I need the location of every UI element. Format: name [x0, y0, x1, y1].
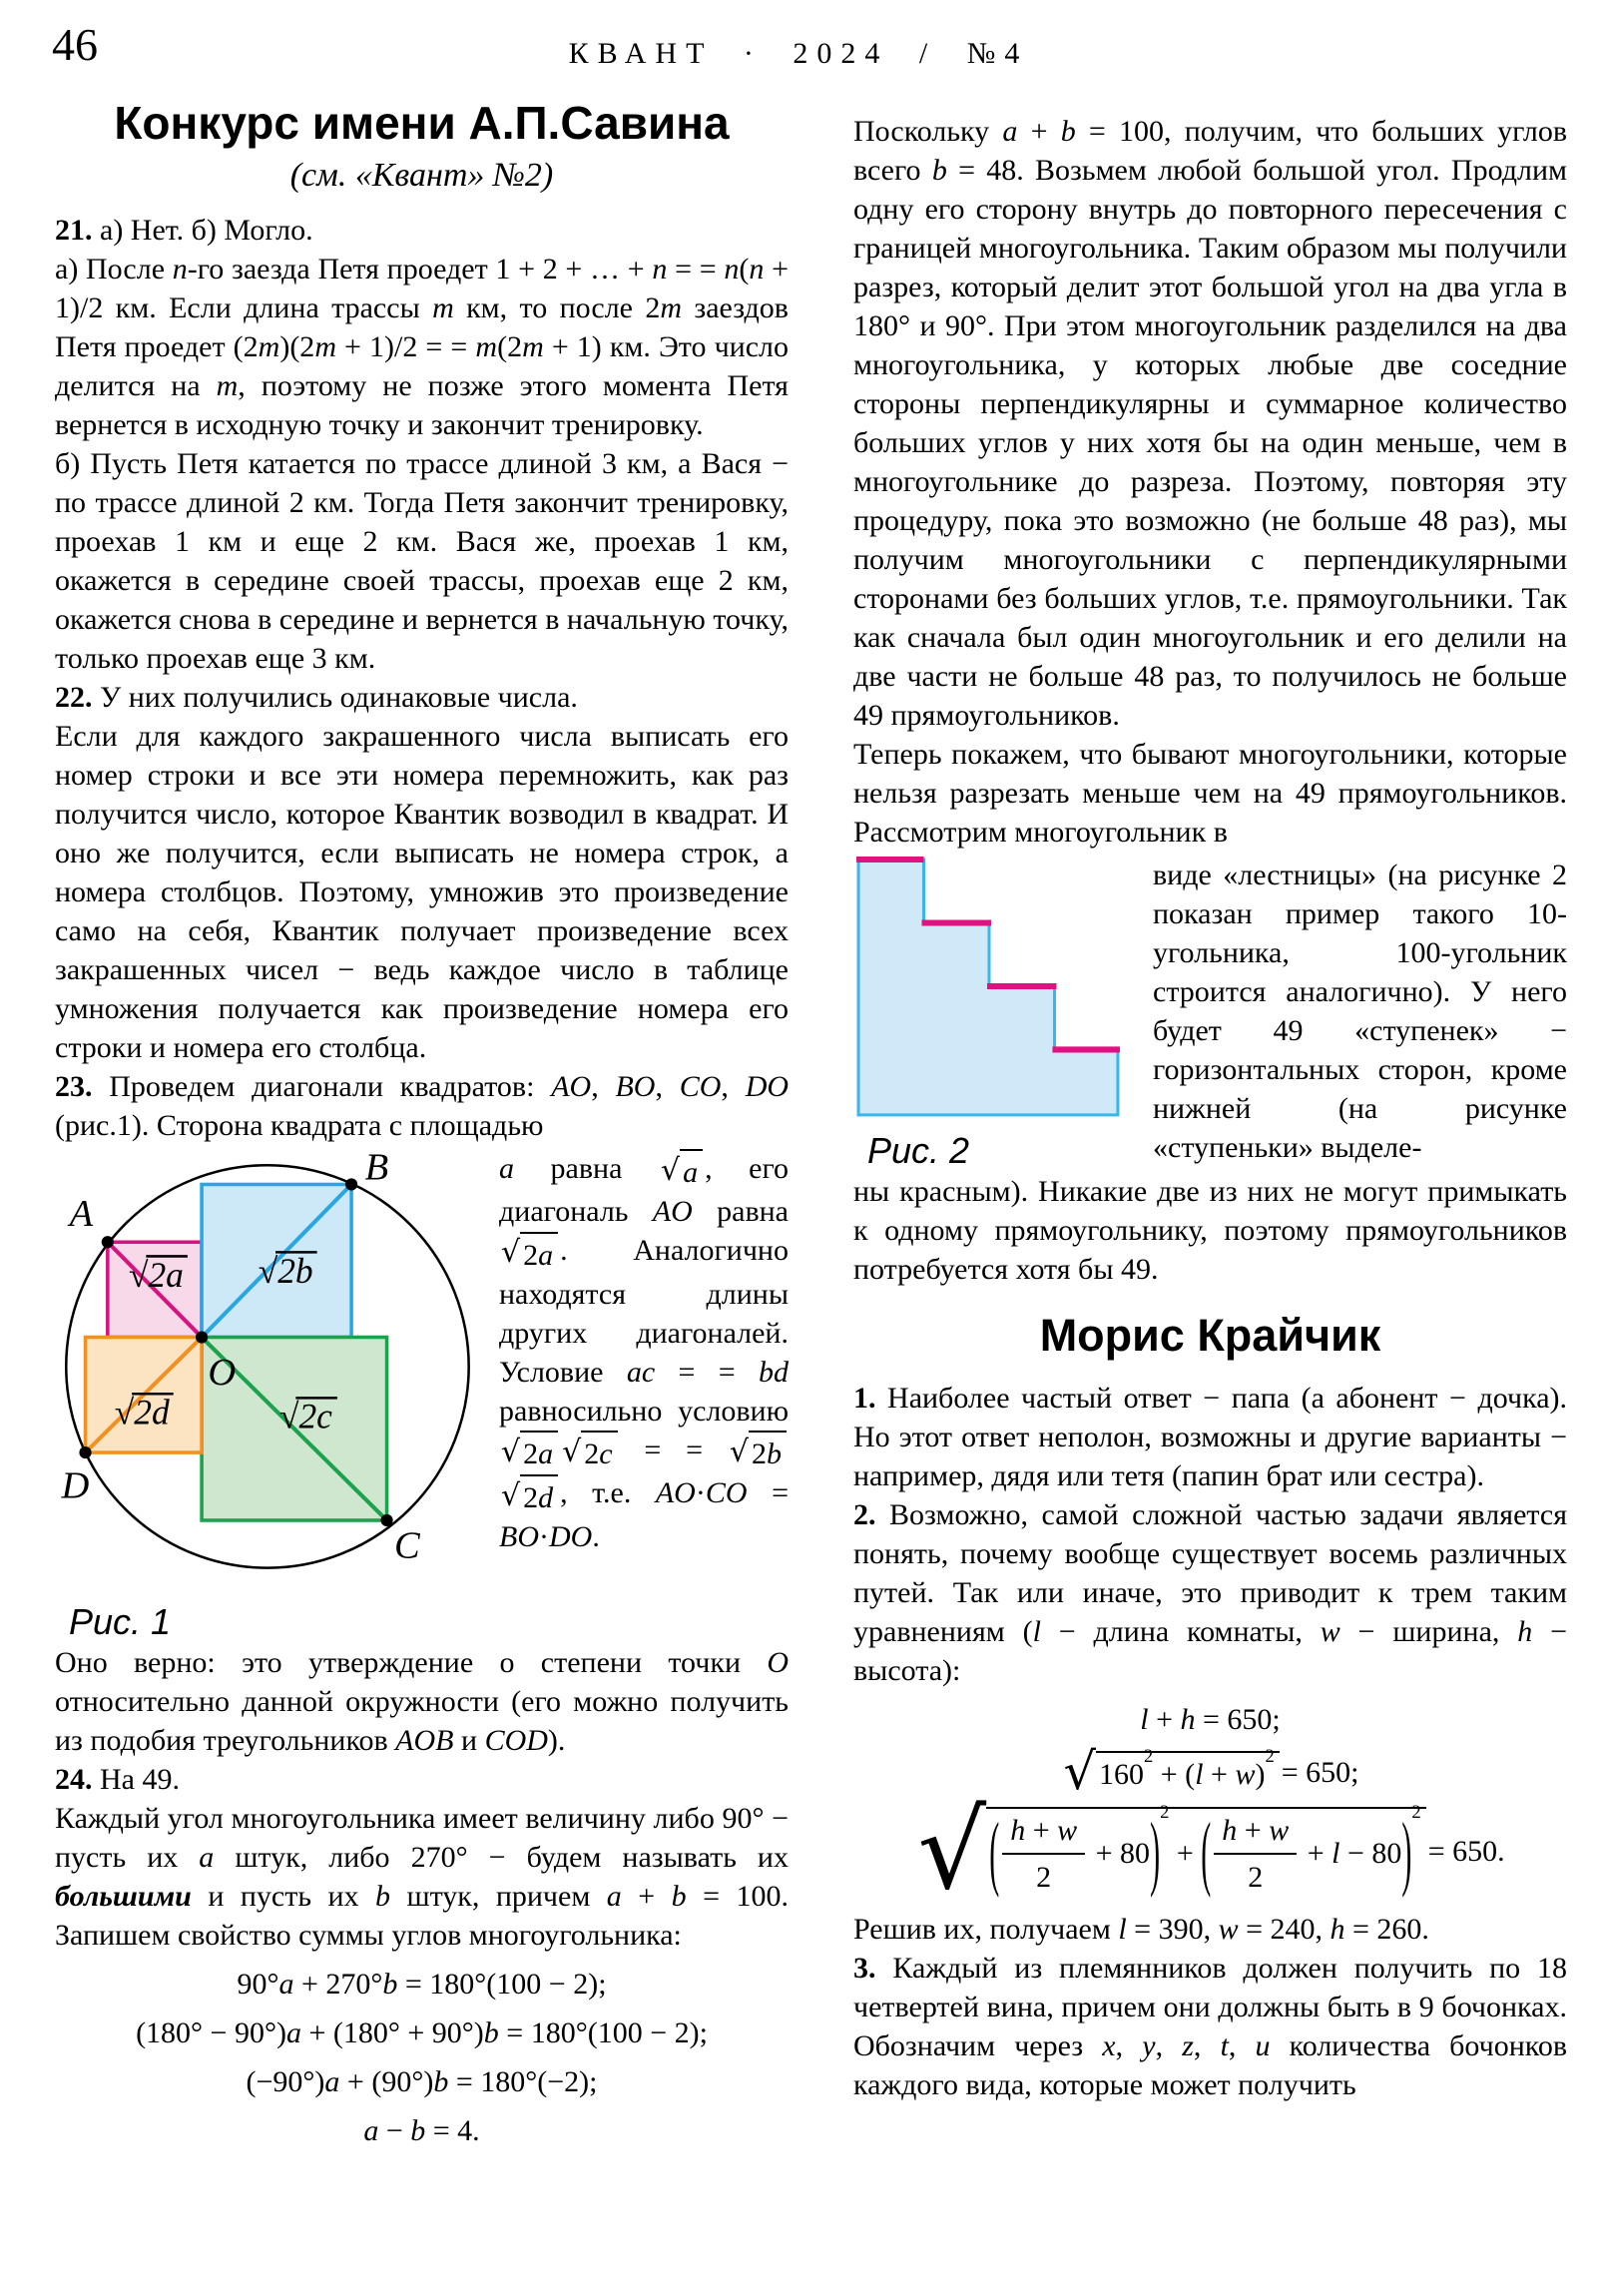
- figure-2-side-text: виде «лестницы» (на рисунке 2 показан пример такого 10-угольника, 100-угольник строится аналогично). У него будет 49 «ступенек» − горизонтальных сторон, кроме нижней (на рисунке «ступеньки» выделе-: [1153, 859, 1567, 1164]
- right-formulas: [853, 1700, 1567, 1914]
- label-B: B: [364, 1148, 389, 1188]
- formula-room-3: √ ( $\frac{h + w}{2}$ + 80 ) 2 + ( $\frac{h + w}{2}$ + l − 80 ) 2 = 650.: [917, 1788, 1505, 1914]
- figure-1-side-text: a равна √ a , его диагональ AO равна √ 2 a . Аналогично находятся длины других диагоналей. Условие ac = = bd равносильно условию √ 2 a √ 2 c = = √ 2 b √ 2 d , т.е. AO·CO = BO·DO.: [499, 1149, 789, 1556]
- paragraph-k2: 2. Возможно, самой сложной частью задачи является понять, почему вообще существует восемь различных путей. Так или иначе, это приводит к трем таким уравнениям (l − длина комнаты, w − ширина, h − высота):: [853, 1497, 1568, 1687]
- paragraph-23-tail: Оно верно: это утверждение о степени точки O относительно данной окружности (его можно получить из подобия треугольников AOB и COD).: [55, 1645, 789, 1757]
- paragraph-k1: 1. Наиболее частый ответ − папа (а абонент − дочка). Но этот ответ неполон, возможны и другие варианты − например, дядя или тетя (папин брат или сестра).: [853, 1381, 1567, 1492]
- right-column: [853, 112, 1567, 2104]
- formula-angles-4: a − b = 4.: [363, 2113, 480, 2147]
- point-B: [345, 1178, 357, 1190]
- left-column: [55, 98, 789, 2160]
- paragraph-k2-result: Решив их, получаем l = 390, w = 240, h = 260.: [853, 1912, 1429, 1946]
- paragraph-24-answer: 24. На 49.: [55, 1762, 180, 1796]
- figure-1-row: [55, 1149, 789, 1641]
- figure-1-caption: Рис. 1: [69, 1600, 172, 1642]
- label-sqrt2c: √2c: [278, 1396, 332, 1436]
- journal-name: КВАНТ: [568, 37, 714, 70]
- label-C: C: [393, 1523, 420, 1566]
- paragraph-24: Каждый угол многоугольника имеет величину либо 90° − пусть их a штук, либо 270° − будем называть их большими и пусть их b штук, причем a + b = 100. Запишем свойство суммы углов многоугольника:: [55, 1801, 790, 1952]
- label-sqrt2d: √2d: [114, 1392, 170, 1433]
- formula-room-1: l + h = 650;: [1140, 1702, 1281, 1736]
- paragraph-21-answer: 21. а) Нет. б) Могло.: [55, 213, 313, 247]
- journal-header: [0, 34, 1597, 73]
- figure-1-wrap: [55, 1149, 499, 1641]
- point-C: [380, 1513, 392, 1525]
- paragraph-k3: 3. Каждый из племянников должен получить по 18 четвертей вина, причем они должны быть в 9 бочонках. Обозначим через x, y, z, t, u количества бочонков каждого вида, которые может получить: [853, 1951, 1568, 2101]
- paragraph-22-answer: 22. У них получились одинаковые числа.: [55, 680, 578, 714]
- point-O: [196, 1331, 208, 1343]
- formula-angles-1: 90°a + 270°b = 180°(100 − 2);: [237, 1967, 607, 2001]
- paragraph-21b: б) Пусть Петя катается по трассе длиной 3 км, а Вася − по трассе длиной 2 км. Тогда Петя закончит тренировку, проехав 1 км и еще 2 км. Вася же, проехав 1 км, окажется в середине своей трассы, проехав еще 2 км, окажется снова в середине и вернется в начальную точку, только проехав еще 3 км.: [55, 446, 790, 675]
- figure-2-staircase: [853, 856, 1125, 1125]
- label-O: O: [208, 1351, 237, 1394]
- figure-1-circle-squares: [55, 1149, 486, 1596]
- label-sqrt2a: √2a: [128, 1254, 184, 1295]
- page-number: 46: [52, 19, 98, 70]
- point-D: [79, 1446, 91, 1458]
- paragraph-21a: а) После n-го заезда Петя проедет 1 + 2 + … + n = = n(n + 1)/2 км. Если длина трассы m км, то после 2m заездов Петя проедет (2m)(2m + 1)/2 = = m(2m + 1) км. Это число делится на m, поэтому не позже этого момента Петя вернется в исходную точку и закончит тренировку.: [55, 252, 790, 441]
- journal-issue: 2024 / №4: [793, 37, 1029, 70]
- paragraph-cut-proof: Поскольку a + b = 100, получим, что больших углов всего b = 48. Возьмем любой большой угол. Продлим одну его сторону внутрь до повторного пересечения с границей многоугольника. Таким образом мы получили разрез, который делит этот большой угол на два угла в 180° и 90°. При этом многоугольник разделился на два многоугольника, у которых любые две соседние стороны перпендикулярны и суммарное количество больших углов у них хотя бы на один меньше, чем в многоугольнике до разреза. Поэтому, повторяя эту процедуру, пока это возможно (не больше 48 раз), мы получим многоугольники с перпендикулярными сторонами без больших углов, т.е. прямоугольники. Так как сначала был один многоугольник и его делили на две части не больше 48 раз, то получилось не больше 49 прямоугольников.: [853, 115, 1567, 732]
- figure-2-caption: Рис. 2: [867, 1130, 970, 1171]
- article-subtitle: (см. «Квант» №2): [289, 156, 554, 194]
- left-formulas: [55, 1965, 789, 2150]
- point-A: [102, 1236, 114, 1248]
- paragraph-staircase-end: ны красным). Никакие две из них не могут примыкать к одному прямоугольнику, поэтому прямоугольников потребуется хотя бы 49.: [853, 1175, 1567, 1286]
- section-title-kraitchik: Морис Крайчик: [1039, 1310, 1381, 1361]
- formula-angles-3: (−90°)a + (90°)b = 180°(−2);: [246, 2064, 598, 2098]
- paragraph-23-head: 23. Проведем диагонали квадратов: AO, BO, CO, DO (рис.1). Сторона квадрата с площадью: [55, 1069, 790, 1142]
- formula-angles-2: (180° − 90°)a + (180° + 90°)b = 180°(100 − 2);: [136, 2015, 708, 2049]
- formula-room-2: √ 160 2 + ( l + w ) 2 = 650;: [1063, 1742, 1359, 1802]
- figure-2-wrap: [853, 856, 1153, 1170]
- paragraph-22: Если для каждого закрашенного числа выписать его номер строки и все эти номера перемножить, как раз получится число, которое Квантик возводил в квадрат. И оно же получится, если выписать не номера строк, а номера столбцов. Поэтому, умножив это произведение само на себя, Квантик получает произведение всех закрашенных чисел − ведь каждое число в таблице умножения получается как произведение номера его строки и номера его столбца.: [55, 719, 789, 1064]
- paragraph-staircase-start: Теперь покажем, что бывают многоугольники, которые нельзя разрезать меньше чем на 49 прямоугольников. Рассмотрим многоугольник в: [853, 738, 1567, 849]
- label-A: A: [69, 1192, 94, 1235]
- figure-2-row: [853, 856, 1567, 1170]
- journal-separator: ·: [743, 37, 763, 70]
- label-sqrt2b: √2b: [258, 1250, 313, 1291]
- label-D: D: [61, 1464, 90, 1507]
- article-title: Конкурс имени А.П.Савина: [114, 97, 730, 149]
